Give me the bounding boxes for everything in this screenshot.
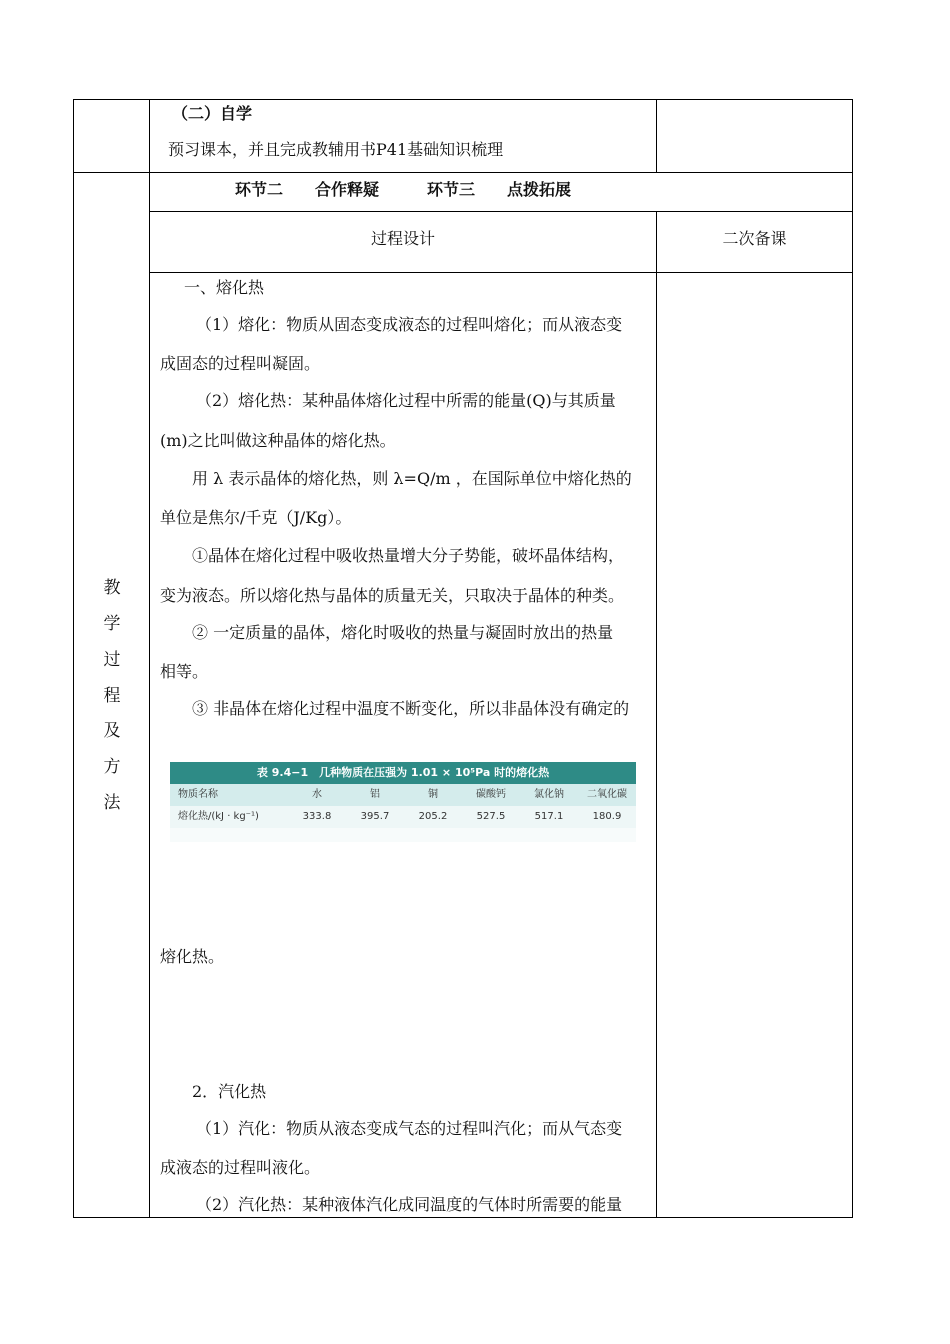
left-label-char: 过 xyxy=(103,650,121,670)
paragraph-line: ①晶体在熔化过程中吸收热量增大分子势能，破坏晶体结构， xyxy=(192,546,625,565)
heading-melting-heat: 一、熔化热 xyxy=(184,278,265,297)
row-divider-2 xyxy=(149,211,853,212)
table-cell: 527.5 xyxy=(476,811,506,822)
left-label-char: 程 xyxy=(103,686,121,706)
paragraph-line: （1）熔化：物质从固态变成液态的过程叫熔化；而从液态变 xyxy=(196,315,623,334)
table-header-cell: 水 xyxy=(312,789,322,800)
section-header-title: 环节二 合作释疑 环节三 点拨拓展 xyxy=(234,180,571,199)
row-divider-1 xyxy=(73,172,853,173)
paragraph-line: 单位是焦尔/千克（J/Kg）。 xyxy=(160,508,352,527)
paragraph-line: 相等。 xyxy=(160,662,209,681)
table-cell: 205.2 xyxy=(418,811,448,822)
paragraph-line: （1）汽化：物质从液态变成气态的过程叫汽化；而从气态变 xyxy=(196,1119,623,1138)
paragraph-line: ② 一定质量的晶体，熔化时吸收的热量与凝固时放出的热量 xyxy=(192,623,614,642)
table-header-cell: 碳酸钙 xyxy=(476,789,506,800)
table-cell: 517.1 xyxy=(534,811,564,822)
table-header-cell: 物质名称 xyxy=(178,789,218,800)
table-border-bottom xyxy=(73,1217,853,1218)
table-border-right xyxy=(852,99,853,1218)
table-header-cell: 氯化钠 xyxy=(534,789,564,800)
left-label-char: 教 xyxy=(103,578,121,598)
table-border-top xyxy=(73,99,853,100)
column-divider-right-mid xyxy=(656,211,657,1218)
paragraph-line: 熔化热。 xyxy=(160,947,225,966)
table-cell: 333.8 xyxy=(302,811,332,822)
paragraph-line: 成固态的过程叫凝固。 xyxy=(160,354,321,373)
table-header-cell: 铝 xyxy=(370,789,380,800)
column-header-second-prep: 二次备课 xyxy=(722,229,787,248)
melting-heat-table-header-row xyxy=(170,784,636,806)
table-header-cell: 二氧化碳 xyxy=(587,789,627,800)
left-label-char: 方 xyxy=(103,757,121,777)
left-label-char: 学 xyxy=(103,614,121,634)
table-row-label: 熔化热/(kJ · kg⁻¹) xyxy=(178,811,259,822)
melting-heat-table-caption: 表 9.4−1 几种物质在压强为 1.01 × 10⁵Pa 时的熔化热 xyxy=(170,762,636,784)
paragraph-line: 用 λ 表示晶体的熔化热，则 λ=Q/m ，在国际单位中熔化热的 xyxy=(192,469,632,488)
self-study-heading: （二）自学 xyxy=(172,104,253,123)
melting-heat-table xyxy=(170,762,636,842)
table-cell: 180.9 xyxy=(592,811,622,822)
row-divider-3 xyxy=(149,272,853,273)
paragraph-line: ③ 非晶体在熔化过程中温度不断变化，所以非晶体没有确定的 xyxy=(192,699,630,718)
left-label-char: 及 xyxy=(103,721,121,741)
paragraph-line: （2）汽化热：某种液体汽化成同温度的气体时所需要的能量 xyxy=(196,1195,623,1214)
column-divider-right-top xyxy=(656,99,657,173)
table-cell: 395.7 xyxy=(360,811,390,822)
paragraph-line: 变为液态。所以熔化热与晶体的质量无关，只取决于晶体的种类。 xyxy=(160,586,625,605)
left-label-char: 法 xyxy=(103,793,121,813)
paragraph-line: （2）熔化热：某种晶体熔化过程中所需的能量(Q)与其质量 xyxy=(196,391,616,410)
table-header-cell: 铜 xyxy=(428,789,438,800)
heading-vaporization-heat: 2．汽化热 xyxy=(192,1082,267,1101)
paragraph-line: (m)之比叫做这种晶体的熔化热。 xyxy=(160,431,396,450)
self-study-text: 预习课本，并且完成教辅用书P41基础知识梳理 xyxy=(168,140,504,159)
paragraph-line: 成液态的过程叫液化。 xyxy=(160,1158,321,1177)
column-header-process: 过程设计 xyxy=(370,229,435,248)
melting-heat-table-data-row xyxy=(170,806,636,828)
